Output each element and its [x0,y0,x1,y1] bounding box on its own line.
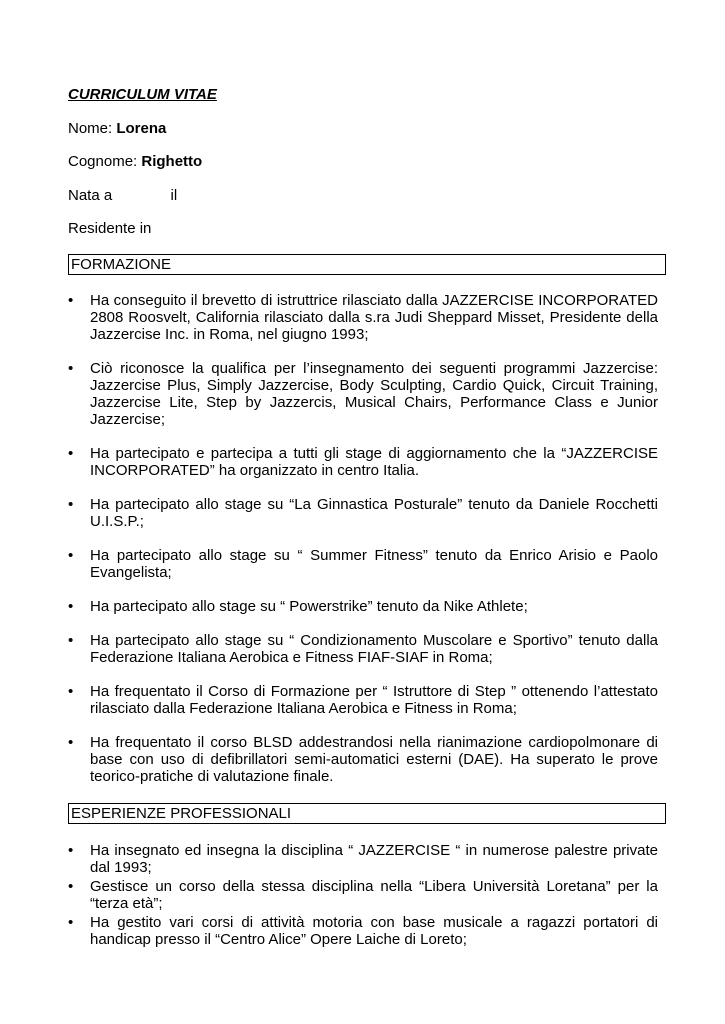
cognome-label: Cognome: [68,153,138,170]
cognome-value: Righetto [141,153,203,170]
formazione-heading: FORMAZIONE [68,254,666,275]
esperienze-list [68,842,658,950]
list-item: • Ha partecipato allo stage su “ Powerstrike” tenuto da Nike Athlete; [68,598,658,615]
list-item: • Gestisce un corso della stessa disciplina nella “Libera Università Loretana” per la “terza età”; [68,878,658,912]
esperienze-heading: ESPERIENZE PROFESSIONALI [68,803,666,824]
list-item: • Ciò riconosce la qualifica per l’insegnamento dei seguenti programmi Jazzercise: Jazzercise Plus, Simply Jazzercise, Body Sculpting, Cardio Quick, Circuit Training, Jazzercise Lite, Step by Jazzercis, Musical Chairs, Performance Class e Junior Jazzercise; [68,360,658,428]
list-item: • Ha partecipato e partecipa a tutti gli stage di aggiornamento che la “JAZZERCISE INCORPORATED” ha organizzato in centro Italia. [68,445,658,479]
list-item: • Ha partecipato allo stage su “ Summer Fitness” tenuto da Enrico Arisio e Paolo Evangelista; [68,547,658,581]
list-item: • Ha conseguito il brevetto di istruttrice rilasciato dalla JAZZERCISE INCORPORATED 2808 Roosvelt, California rilasciato dalla s.ra Judi Sheppard Misset, Presidente della Jazzercise Inc. in Roma, nel giugno 1993; [68,292,658,343]
list-item: • Ha frequentato il corso BLSD addestrandosi nella rianimazione cardiopolmonare di base con uso di defibrillatori semi-automatici esterni (DAE). Ha superato le prove teorico-pratiche di valutazione finale. [68,734,658,785]
nome-value: Lorena [116,120,167,137]
nata-label: Nata a [68,187,113,204]
formazione-list [68,292,658,802]
list-item: • Ha partecipato allo stage su “ Condizionamento Muscolare e Sportivo” tenuto dalla Federazione Italiana Aerobica e Fitness FIAF-SIAF in Roma; [68,632,658,666]
nata-field [68,187,177,204]
nome-label: Nome: [68,120,113,137]
nome-field [68,120,166,137]
cognome-field [68,153,202,170]
list-item: • Ha frequentato il Corso di Formazione per “ Istruttore di Step ” ottenendo l’attestato rilasciato dalla Federazione Italiana Aerobica e Fitness in Roma; [68,683,658,717]
residente-label: Residente in [68,220,152,237]
residente-field [68,220,151,237]
list-item: • Ha gestito vari corsi di attività motoria con base musicale a ragazzi portatori di handicap presso il “Centro Alice” Opere Laiche di Loreto; [68,914,658,948]
list-item: • Ha insegnato ed insegna la disciplina “ JAZZERCISE “ in numerose palestre private dal 1993; [68,842,658,876]
document-title: CURRICULUM VITAE [68,86,217,103]
list-item: • Ha partecipato allo stage su “La Ginnastica Posturale” tenuto da Daniele Rocchetti U.I.S.P.; [68,496,658,530]
nata-il-label: il [170,187,178,204]
